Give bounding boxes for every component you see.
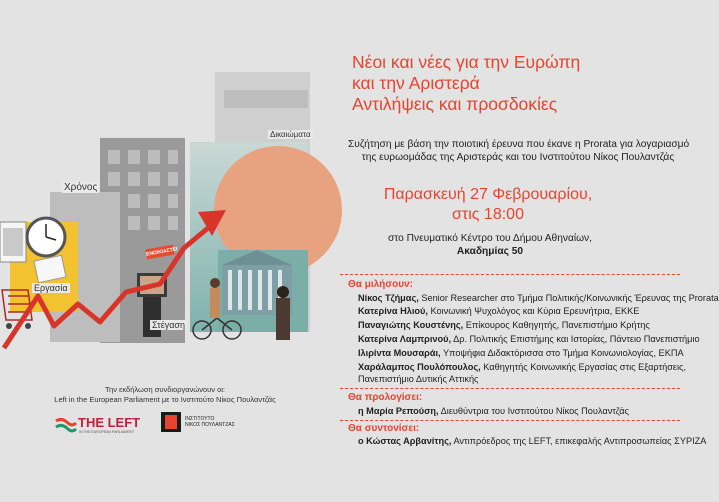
the-left-logo-mark [54, 417, 78, 433]
organizers-line1: Την εκδήλωση συνδιοργανώνουν οι: [105, 385, 225, 394]
the-left-logo [54, 413, 149, 437]
coordinator-heading: Θα συντονίσει: [348, 423, 420, 434]
speaker-item: Χαράλαμπος Πουλόπουλος, Καθηγητής Κοινωνικής Εργασίας στις Εξαρτήσεις, [358, 362, 687, 372]
event-intro-line2: της ευρωομάδας της Αριστεράς και του Ινστιτούτου Νίκος Πουλαντζάς [361, 152, 675, 163]
collage-illustration [0, 0, 320, 360]
event-intro [348, 138, 688, 164]
speakers-heading: Θα μιλήσουν: [348, 279, 413, 290]
intro-heading: Θα προλογίσει: [348, 392, 423, 403]
event-title [352, 52, 682, 115]
poulantzas-logo-mark [161, 412, 181, 432]
event-title-line3: Αντιλήψεις και προσδοκίες [352, 94, 558, 114]
event-venue [340, 232, 640, 258]
label-time: Χρόνος [64, 182, 98, 193]
label-rights: Δικαιώματα [270, 130, 311, 139]
divider [340, 420, 680, 421]
event-title-line2: και την Αριστερά [352, 73, 480, 93]
intro-person: η Μαρία Ρεπούση, Διευθύντρια του Ινστιτούτου Νίκος Πουλαντζάς [358, 406, 629, 416]
rent-tag: ΕΝΟΙΚΙΑΣΤΕΙ [145, 246, 178, 258]
event-intro-line1: Συζήτηση με βάση την ποιοτική έρευνα που έκανε η Prorata για λογαριασμό [348, 139, 690, 150]
divider [340, 274, 680, 275]
the-left-logo-sub: IN THE EUROPEAN PARLIAMENT [79, 430, 135, 434]
event-title-line1: Νέοι και νέες για την Ευρώπη [352, 52, 581, 72]
coordinator-person: ο Κώστας Αρβανίτης, Αντιπρόεδρος της LEFT, επικεφαλής Αντιπροσωπείας ΣΥΡΙΖΑ [358, 436, 707, 446]
divider [340, 388, 680, 389]
organizers-line2: Left in the European Parliament με το Ινστιτούτο Νίκος Πουλαντζάς [54, 395, 276, 404]
speaker-item: Νίκος Τζήμας, Senior Researcher στο Τμήμα Πολιτικής/Κοινωνικής Έρευνας της Prorata [358, 293, 719, 303]
event-venue-line1: στο Πνευματικό Κέντρο του Δήμου Αθηναίων, [388, 233, 592, 244]
the-left-logo-text: THE LEFT [78, 415, 141, 430]
speaker-item: Κατερίνα Λαμπρινού, Δρ. Πολιτικής Επιστήμης και Ιστορίας, Πάντειο Πανεπιστήμιο [358, 334, 700, 344]
collage-graphic [0, 0, 320, 360]
speaker-item-continued: Πανεπιστήμιο Δυτικής Αττικής [358, 374, 479, 384]
speaker-item: Κατερίνα Ηλιού, Κοινωνική Ψυχολόγος και Κύρια Ερευνήτρια, ΕΚΚΕ [358, 306, 640, 316]
poulantzas-logo-line2: ΝΙΚΟΣ ΠΟΥΛΑΝΤΖΑΣ [185, 422, 235, 428]
label-housing: Στέγαση [152, 320, 185, 330]
poulantzas-logo [161, 412, 241, 438]
event-venue-line2: Ακαδημίας 50 [456, 246, 524, 257]
event-date-line2: στις 18:00 [452, 206, 524, 223]
event-date-line1: Παρασκευή 27 Φεβρουαρίου, [383, 186, 593, 203]
speaker-item: Παναγιώτης Κουστένης, Επίκουρος Καθηγητής, Πανεπιστήμιο Κρήτης [358, 320, 650, 330]
poulantzas-logo-line1: ΙΝΣΤΙΤΟΥΤΟ [185, 416, 215, 422]
speaker-item: Ιλιρίντα Μουσαράι, Υποψήφια Διδακτόρισσα στο Τμήμα Κοινωνιολογίας, ΕΚΠΑ [358, 348, 684, 358]
event-date [348, 185, 628, 225]
label-work: Εργασία [34, 283, 68, 293]
